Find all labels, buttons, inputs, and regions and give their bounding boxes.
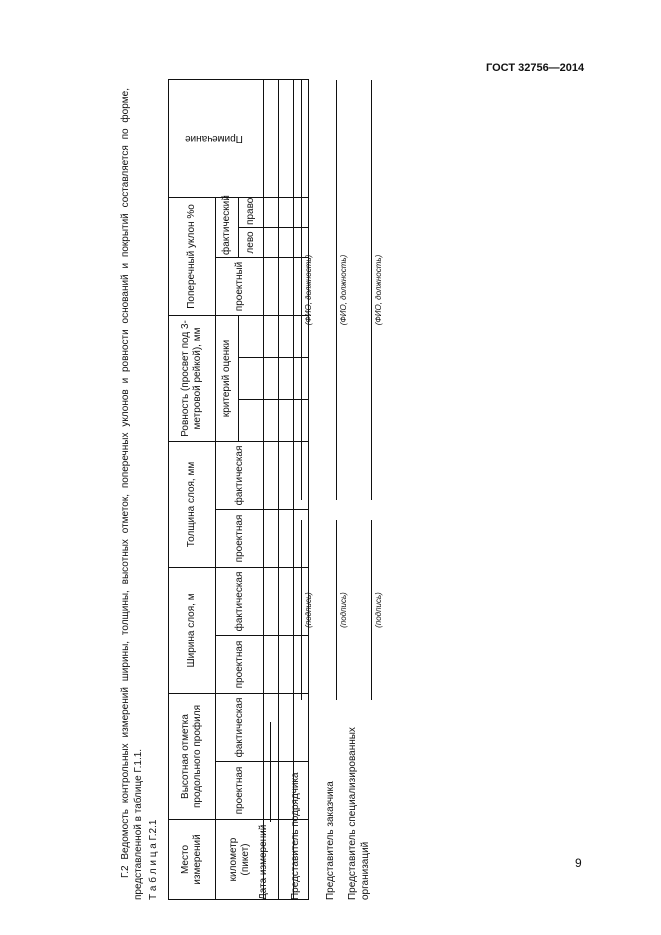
width-design: проектная	[216, 635, 264, 693]
evenness-sub-1	[239, 399, 264, 441]
name-line	[371, 80, 372, 500]
rotated-page-content	[120, 80, 560, 900]
table-caption: Т а б л и ц а Г.2.1	[148, 819, 159, 900]
slope-left: лево	[239, 227, 264, 257]
col-note	[169, 79, 264, 197]
evenness-sub-2	[239, 357, 264, 399]
evenness-criterion: критерий оценки	[216, 315, 239, 441]
thickness-actual: фактическая	[216, 441, 264, 509]
slope-design: проектный	[216, 257, 264, 315]
col-evenness: Ровность (просвет под 3-метровой рейкой), мм	[169, 315, 216, 441]
name-caption: (ФИО, должность)	[374, 254, 383, 326]
slope-actual: фактический	[216, 197, 239, 257]
col-width: Ширина слоя, м	[169, 567, 216, 693]
col-slope: Поперечный уклон %о	[169, 197, 216, 315]
note-label: Примечание	[185, 133, 243, 145]
signature-label: Представитель заказчика	[324, 781, 336, 900]
signature-caption: (подпись)	[304, 592, 313, 628]
slope-right: право	[239, 197, 264, 227]
name-line	[301, 80, 302, 500]
col-place: Место измерений	[169, 820, 216, 900]
signature-contractor	[280, 80, 314, 900]
measurement-date	[258, 722, 271, 900]
name-caption: (ФИО, должность)	[339, 254, 348, 326]
col-thickness: Толщина слоя, мм	[169, 441, 216, 567]
measurement-date-line	[260, 722, 271, 822]
col-elevation: Высотная отметка продольного профиля	[169, 693, 216, 819]
standard-header: ГОСТ 32756—2014	[486, 62, 585, 74]
evenness-sub-3	[239, 315, 264, 357]
signature-specialized	[347, 80, 384, 900]
name-caption: (ФИО, должность)	[304, 254, 313, 326]
signature-line	[301, 520, 302, 700]
elevation-actual: фактическая	[216, 693, 264, 761]
page-number: 9	[575, 856, 582, 870]
width-actual: фактическая	[216, 567, 264, 635]
measurement-date-label: Дата измерений	[258, 824, 269, 900]
signature-caption: (подпись)	[374, 592, 383, 628]
signature-line	[336, 520, 337, 700]
signature-label: Представитель специализированных организаций	[347, 727, 371, 900]
intro-paragraph: Г.2 Ведомость контрольных измерений ширины, толщины, высотных отметок, поперечных уклонов и ровности оснований и покрытий составляется по форме, представленной в таблице Г.1.1.	[120, 88, 144, 900]
name-line	[336, 80, 337, 500]
signature-caption: (подпись)	[339, 592, 348, 628]
signature-customer	[315, 80, 349, 900]
elevation-design: проектная	[216, 762, 264, 820]
signature-line	[371, 520, 372, 700]
col-km: километр (пикет)	[216, 820, 264, 900]
signature-label: Представитель подрядчика	[289, 772, 301, 900]
thickness-design: проектная	[216, 509, 264, 567]
